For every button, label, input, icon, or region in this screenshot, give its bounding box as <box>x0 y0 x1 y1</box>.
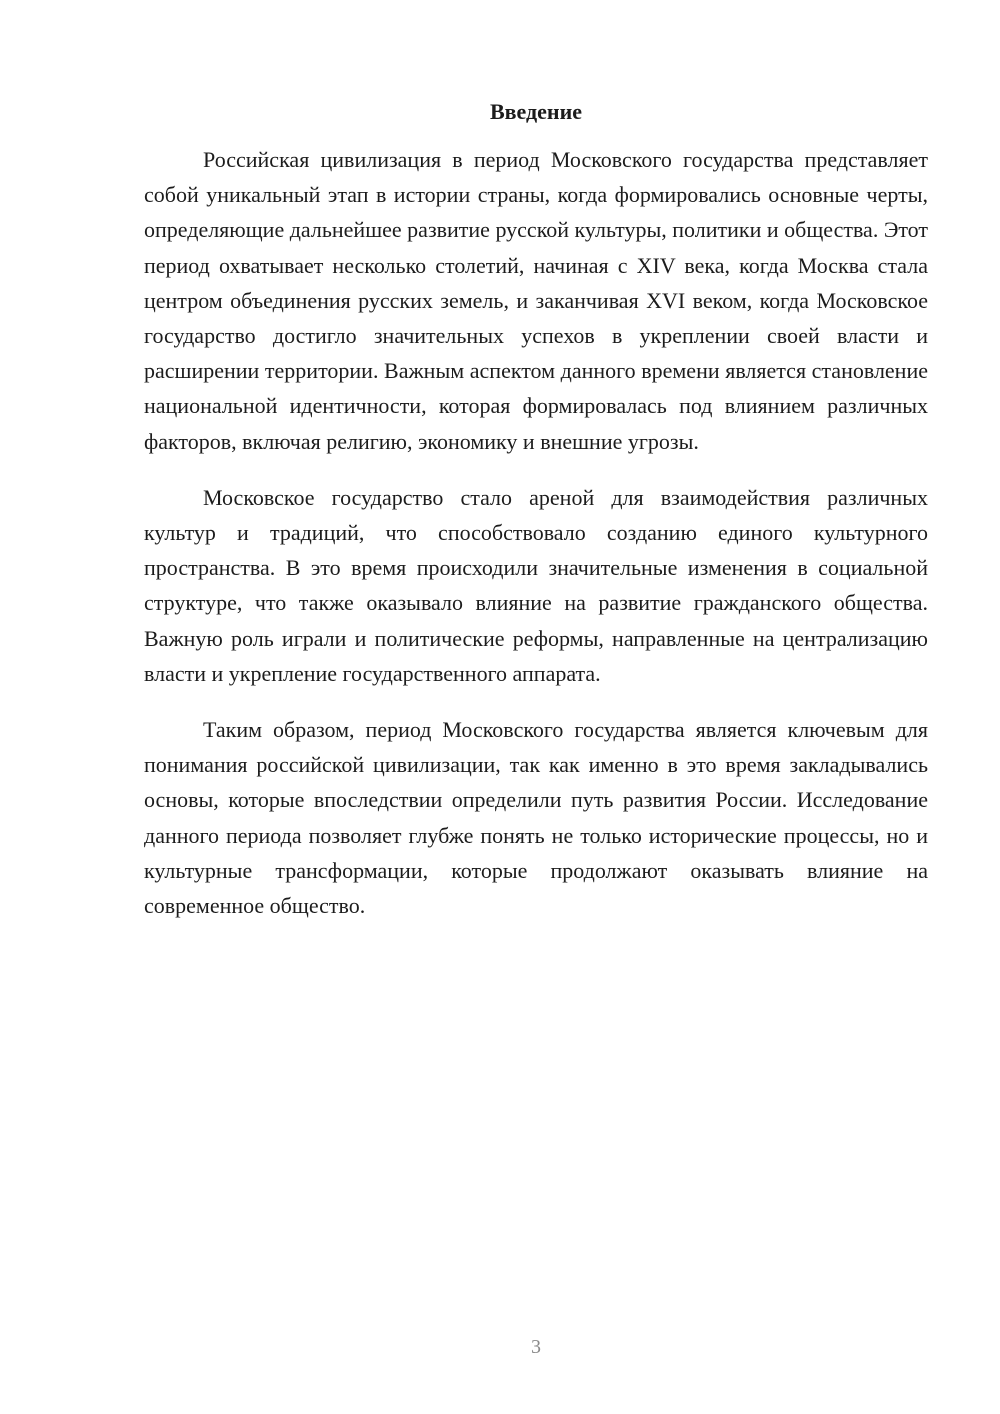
section-heading: Введение <box>489 99 583 124</box>
paragraph-2: Московское государство стало ареной для взаимодействия различных культур и традиций, что способствовало созданию единого культурного пространства. В это время происходили значительные изменения в социальной структуре, что также оказывало влияние на развитие гражданского общества. Важную роль играли и политические реформы, направленные на централизацию власти и укрепление государственного аппарата. <box>144 484 928 686</box>
page-number: 3 <box>531 1336 541 1358</box>
paragraph-3: Таким образом, период Московского государства является ключевым для понимания российской цивилизации, так как именно в это время закладывались основы, которые впоследствии определили путь развития России. Исследование данного периода позволяет глубже понять не только исторические процессы, но и культурные трансформации, которые продолжают оказывать влияние на современное общество. <box>144 717 928 919</box>
paragraph-1: Российская цивилизация в период Московского государства представляет собой уникальный этап в истории страны, когда формировались основные черты, определяющие дальнейшее развитие русской культуры, политики и общества. Этот период охватывает несколько столетий, начиная с XIV века, когда Москва стала центром объединения русских земель, и заканчивая XVI веком, когда Московское государство достигло значительных успехов в укреплении своей власти и расширении территории. Важным аспектом данного времени является становление национальной идентичности, которая формировалась под влиянием различных факторов, включая религию, экономику и внешние угрозы. <box>144 147 928 454</box>
body-text <box>144 142 928 944</box>
